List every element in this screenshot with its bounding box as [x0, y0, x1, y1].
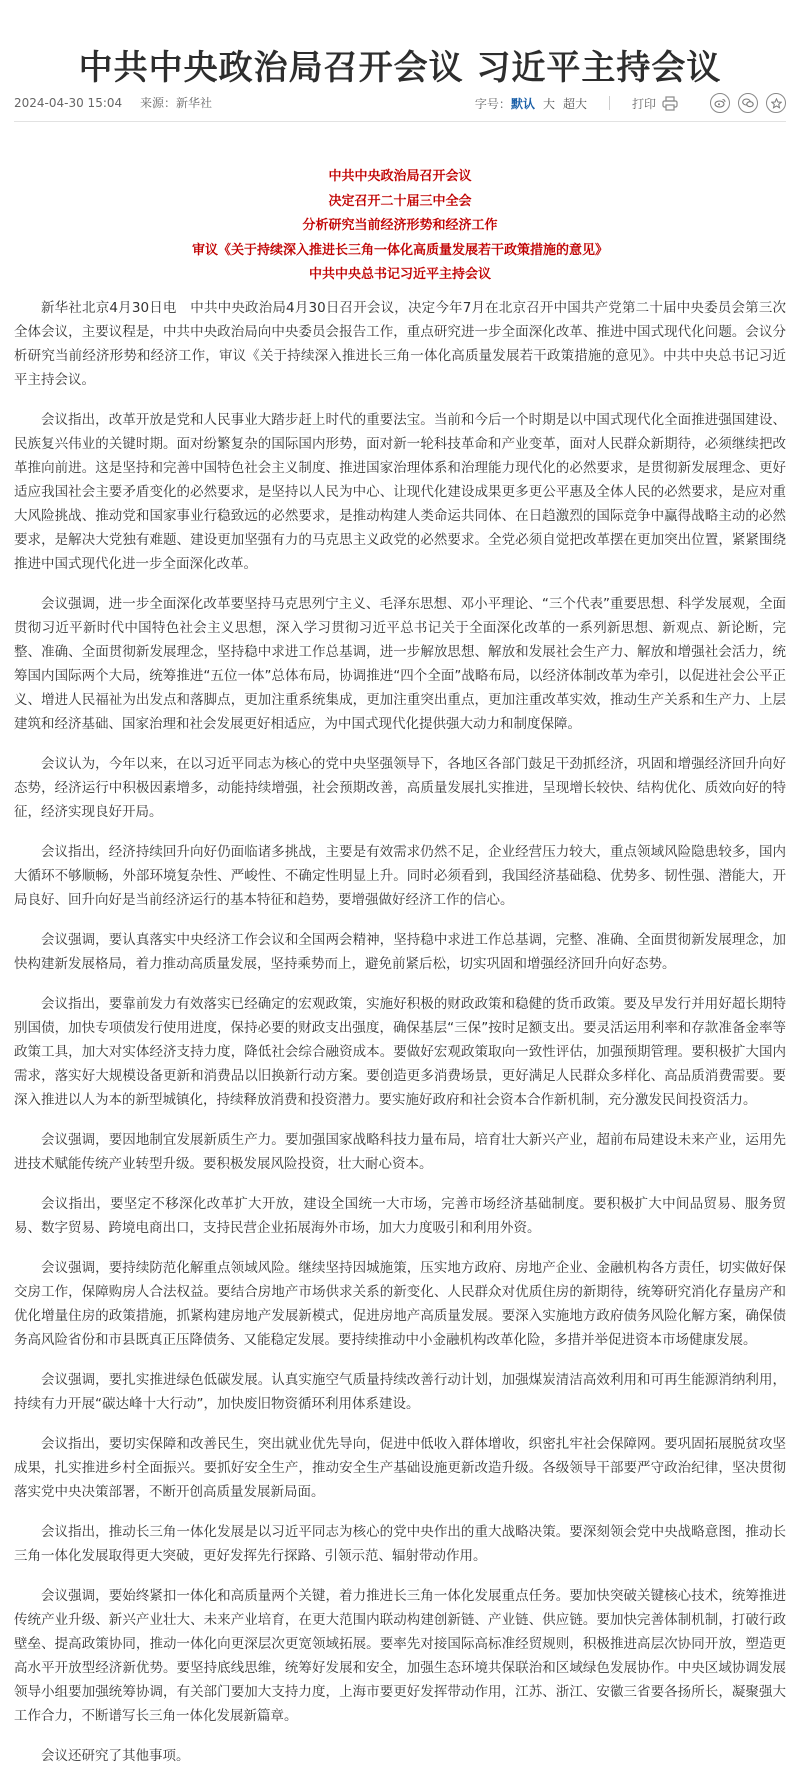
- favorite-icon[interactable]: [766, 93, 786, 113]
- body-paragraph: 会议强调，进一步全面深化改革要坚持马克思列宁主义、毛泽东思想、邓小平理论、“三个代表”重要思想、科学发展观，全面贯彻习近平新时代中国特色社会主义思想，深入学习贯彻习近平总书记关于全面深化改革的一系列新思想、新观点、新论断，完整、准确、全面贯彻新发展理念，坚持稳中求进工作总基调，进一步解放思想、解放和发展社会生产力、解放和增强社会活力，统筹国内国际两个大局，统筹推进“五位一体”总体布局，协调推进“四个全面”战略布局，以经济体制改革为牵引，以促进社会公平正义、增进人民福祉为出发点和落脚点，更加注重系统集成，更加注重突出重点，更加注重改革实效，推动生产关系和生产力、上层建筑和经济基础、国家治理和社会发展更好相适应，为中国式现代化提供强大动力和制度保障。: [14, 596, 786, 732]
- font-size-large[interactable]: 大: [542, 96, 555, 111]
- font-size-default[interactable]: 默认: [510, 96, 535, 111]
- body-paragraph: 会议指出，要坚定不移深化改革扩大开放，建设全国统一大市场，完善市场经济基础制度。要积极扩大中间品贸易、服务贸易、数字贸易、跨境电商出口，支持民营企业拓展海外市场，加大力度吸引和利用外资。: [14, 1196, 786, 1236]
- body-paragraph: 会议强调，要始终紧扣一体化和高质量两个关键，着力推进长三角一体化发展重点任务。要加快突破关键核心技术，统筹推进传统产业升级、新兴产业壮大、未来产业培育，在更大范围内联动构建创新链、产业链、供应链。要加快完善体制机制，打破行政壁垒、提高政策协同，推动一体化向更深层次更宽领域拓展。要率先对接国际高标准经贸规则，积极推进高层次协同开放，塑造更高水平开放型经济新优势。要坚持底线思维，统筹好发展和安全，加强生态环境共保联治和区域绿色发展协作。中央区域协调发展领导小组要加强统筹协调，有关部门要加大支持力度，上海市要更好发挥带动作用，江苏、浙江、安徽三省要各扬所长，凝聚强大工作合力，不断谱写长三角一体化发展新篇章。: [14, 1588, 786, 1724]
- printer-icon: [662, 96, 678, 111]
- article-meta: [14, 92, 786, 114]
- header-divider: [14, 121, 786, 122]
- toolbar-divider: [609, 96, 610, 110]
- weibo-icon[interactable]: [710, 93, 730, 113]
- body-paragraph: 会议强调，要因地制宜发展新质生产力。要加强国家战略科技力量布局，培育壮大新兴产业，超前布局建设未来产业，运用先进技术赋能传统产业转型升级。要积极发展风险投资，壮大耐心资本。: [14, 1132, 786, 1172]
- print-label: 打印: [631, 96, 656, 111]
- meta-info: [14, 92, 226, 114]
- article-summary: [0, 165, 800, 288]
- body-paragraph: 会议指出，要靠前发力有效落实已经确定的宏观政策，实施好积极的财政政策和稳健的货币政策。要及早发行并用好超长期特别国债，加快专项债发行使用进度，保持必要的财政支出强度，确保基层“三保”按时足额支出。要灵活运用利率和存款准备金率等政策工具，加大对实体经济支持力度，降低社会综合融资成本。要做好宏观政策取向一致性评估，加强预期管理。要积极扩大国内需求，落实好大规模设备更新和消费品以旧换新行动方案。要创造更多消费场景，更好满足人民群众多样化、高品质消费需要。要深入推进以人为本的新型城镇化，持续释放消费和投资潜力。要实施好政府和社会资本合作新机制，充分激发民间投资活力。: [14, 996, 786, 1108]
- summary-line: 中共中央总书记习近平主持会议: [308, 267, 491, 282]
- font-size-label: 字号：: [474, 96, 511, 111]
- source-label: 来源：: [139, 96, 176, 110]
- font-size-control: [475, 95, 587, 112]
- body-paragraph: 会议还研究了其他事项。: [41, 1748, 190, 1764]
- share-buttons: [702, 93, 786, 113]
- summary-line: 审议《关于持续深入推进长三角一体化高质量发展若干政策措施的意见》: [191, 242, 608, 258]
- summary-line: 分析研究当前经济形势和经济工作: [302, 218, 498, 233]
- font-size-xlarge[interactable]: 超大: [562, 96, 587, 111]
- source-info: [140, 96, 212, 110]
- print-button[interactable]: [632, 95, 678, 112]
- wechat-icon[interactable]: [738, 93, 758, 113]
- publish-date: 2024-04-30 15:04: [14, 96, 123, 110]
- body-paragraph: 会议强调，要扎实推进绿色低碳发展。认真实施空气质量持续改善行动计划，加强煤炭清洁高效利用和可再生能源消纳利用，持续有力开展“碳达峰十大行动”，加快废旧物资循环利用体系建设。: [14, 1372, 786, 1412]
- body-paragraph: 会议强调，要认真落实中央经济工作会议和全国两会精神，坚持稳中求进工作总基调，完整、准确、全面贯彻新发展理念，加快构建新发展格局，着力推动高质量发展，坚持乘势而上，避免前紧后松，切实巩固和增强经济回升向好态势。: [14, 932, 786, 972]
- body-paragraph: 会议指出，经济持续回升向好仍面临诸多挑战，主要是有效需求仍然不足，企业经营压力较大，重点领域风险隐患较多，国内大循环不够顺畅，外部环境复杂性、严峻性、不确定性明显上升。同时必须看到，我国经济基础稳、优势多、韧性强、潜能大，开局良好、回升向好是当前经济运行的基本特征和趋势，要增强做好经济工作的信心。: [14, 844, 786, 908]
- body-paragraph: 会议指出，推动长三角一体化发展是以习近平同志为核心的党中央作出的重大战略决策。要深刻领会党中央战略意图，推动长三角一体化发展取得更大突破，更好发挥先行探路、引领示范、辐射带动作用。: [14, 1524, 786, 1564]
- body-paragraph: 会议指出，改革开放是党和人民事业大踏步赶上时代的重要法宝。当前和今后一个时期是以中国式现代化全面推进强国建设、民族复兴伟业的关键时期。面对纷繁复杂的国际国内形势，面对新一轮科技革命和产业变革，面对人民群众新期待，必须继续把改革推向前进。这是坚持和完善中国特色社会主义制度、推进国家治理体系和治理能力现代化的必然要求，是贯彻新发展理念、更好适应我国社会主要矛盾变化的必然要求，是坚持以人民为中心、让现代化建设成果更多更公平惠及全体人民的必然要求，是应对重大风险挑战、推动党和国家事业行稳致远的必然要求，是推动构建人类命运共同体、在日趋激烈的国际竞争中赢得战略主动的必然要求，是解决大党独有难题、建设更加坚强有力的马克思主义政党的必然要求。全党必须自觉把改革摆在更加突出位置，紧紧围绕推进中国式现代化进一步全面深化改革。: [14, 412, 786, 572]
- body-paragraph: 会议强调，要持续防范化解重点领域风险。继续坚持因城施策，压实地方政府、房地产企业、金融机构各方责任，切实做好保交房工作，保障购房人合法权益。要结合房地产市场供求关系的新变化、人民群众对优质住房的新期待，统筹研究消化存量房产和优化增量住房的政策措施，抓紧构建房地产发展新模式，促进房地产高质量发展。要深入实施地方政府债务风险化解方案，确保债务高风险省份和市县既真正压降债务、又能稳定发展。要持续推动中小金融机构改革化险，多措并举促进资本市场健康发展。: [14, 1260, 786, 1348]
- article-body: [14, 296, 786, 1784]
- summary-line: 中共中央政治局召开会议: [328, 169, 472, 184]
- summary-line: 决定召开二十届三中全会: [328, 193, 472, 209]
- body-paragraph: 会议指出，要切实保障和改善民生，突出就业优先导向，促进中低收入群体增收，织密扎牢社会保障网。要巩固拓展脱贫攻坚成果，扎实推进乡村全面振兴。要抓好安全生产，推动安全生产基础设施更新改造升级。各级领导干部要严守政治纪律，坚决贯彻落实党中央决策部署，不断开创高质量发展新局面。: [14, 1436, 786, 1500]
- source-name: 新华社: [175, 96, 212, 110]
- body-paragraph: 新华社北京4月30日电 中共中央政治局4月30日召开会议，决定今年7月在北京召开中国共产党第二十届中央委员会第三次全体会议，主要议程是，中共中央政治局向中央委员会报告工作，重点研究进一步全面深化改革、推进中国式现代化问题。会议分析研究当前经济形势和经济工作，审议《关于持续深入推进长三角一体化高质量发展若干政策措施的意见》。中共中央总书记习近平主持会议。: [14, 300, 786, 388]
- article-title: 中共中央政治局召开会议 习近平主持会议: [78, 47, 722, 88]
- meta-tools: [475, 92, 786, 114]
- body-paragraph: 会议认为，今年以来，在以习近平同志为核心的党中央坚强领导下，各地区各部门鼓足干劲抓经济，巩固和增强经济回升向好态势，经济运行中积极因素增多，动能持续增强，社会预期改善，高质量发展扎实推进，呈现增长较快、结构优化、质效向好的特征，经济实现良好开局。: [14, 756, 786, 820]
